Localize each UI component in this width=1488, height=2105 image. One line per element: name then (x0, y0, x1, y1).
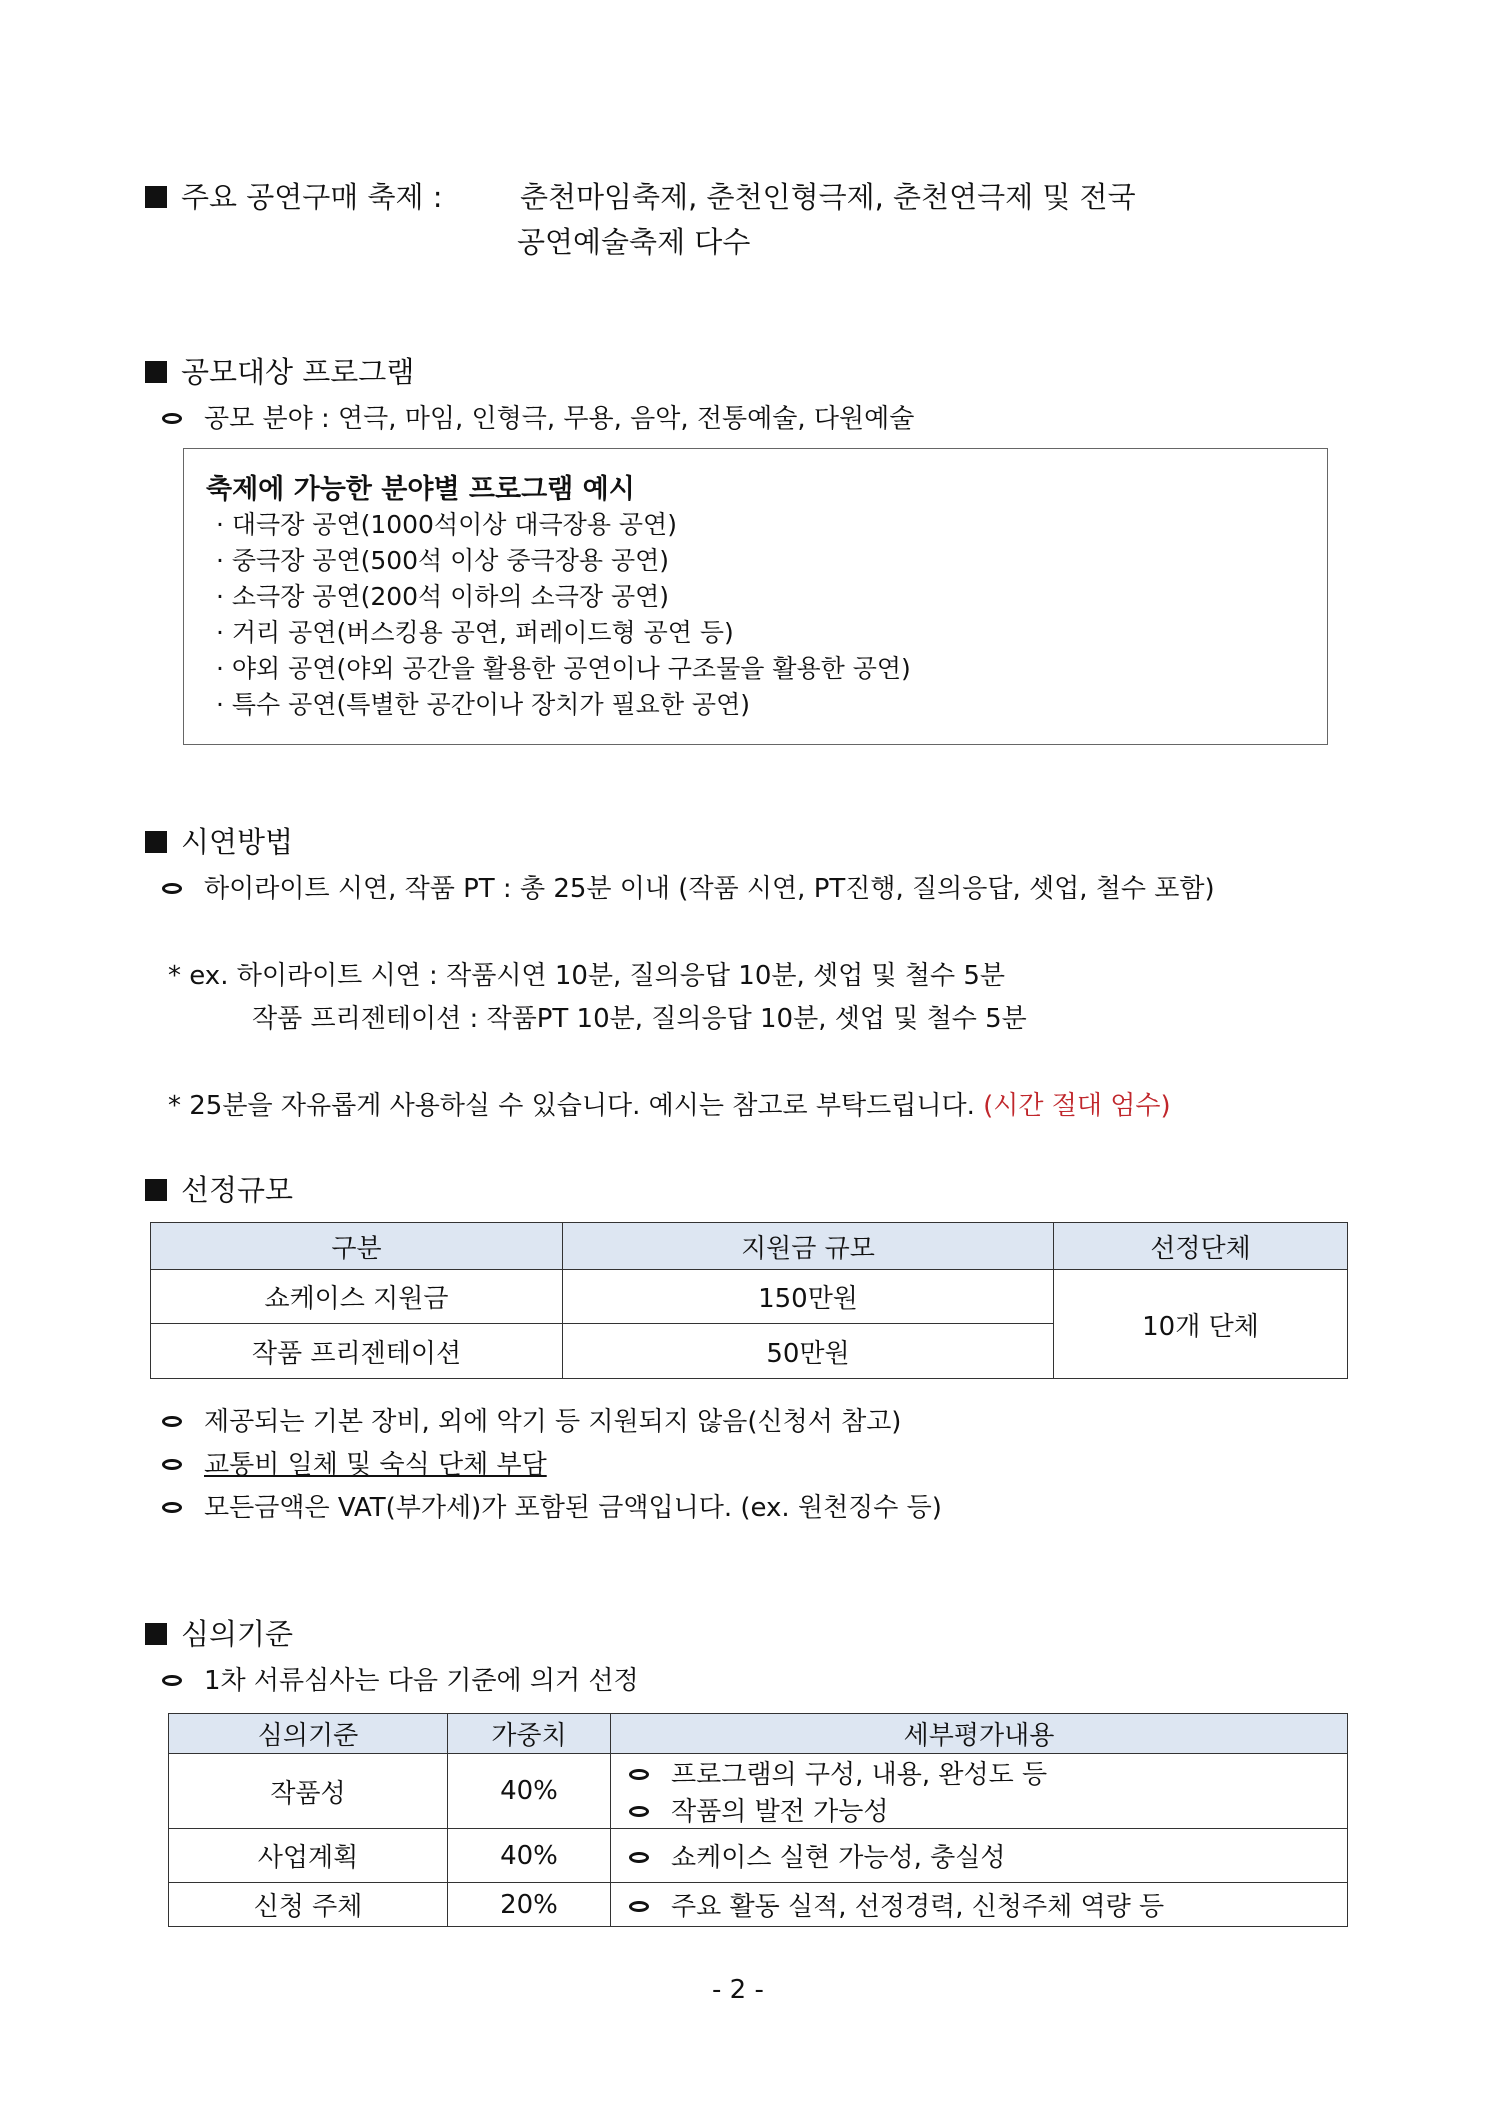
circle-bullet-icon (629, 1901, 649, 1912)
example-item: · 소극장 공연(200석 이하의 소극장 공연) (216, 582, 670, 611)
criteria-details (611, 1754, 1348, 1829)
square-bullet-icon (145, 186, 167, 208)
col-header: 심의기준 (169, 1714, 448, 1754)
example-item: · 대극장 공연(1000석이상 대극장용 공연) (216, 510, 677, 539)
circle-bullet-icon (162, 1416, 182, 1427)
groups-cell: 10개 단체 (1054, 1270, 1348, 1379)
criteria-name: 신청 주체 (169, 1883, 448, 1927)
criteria-weight: 40% (448, 1754, 611, 1829)
page-number: - 2 - (712, 1975, 764, 2005)
program-field: 공모 분야 : 연극, 마임, 인형극, 무용, 음악, 전통예술, 다원예술 (162, 398, 914, 435)
amount-cell: 150만원 (563, 1270, 1054, 1324)
detail-item: 프로그램의 구성, 내용, 완성도 등 (629, 1754, 1347, 1791)
program-examples-box (183, 448, 1328, 745)
table-row (151, 1270, 1348, 1324)
circle-bullet-icon (162, 883, 182, 894)
example-item: · 야외 공연(야외 공간을 활용한 공연이나 구조물을 활용한 공연) (216, 654, 911, 683)
selection-note: 제공되는 기본 장비, 외에 악기 등 지원되지 않음(신청서 참고) (162, 1401, 901, 1438)
selection-note: 모든금액은 VAT(부가세)가 포함된 금액입니다. (ex. 원천징수 등) (162, 1487, 942, 1524)
circle-bullet-icon (629, 1806, 649, 1817)
criteria-details: 쇼케이스 실현 가능성, 충실성 (611, 1829, 1348, 1883)
circle-bullet-icon (162, 1502, 182, 1513)
square-bullet-icon (145, 361, 167, 383)
circle-bullet-icon (629, 1852, 649, 1863)
criteria-heading: 심의기준 (145, 1612, 293, 1653)
criteria-weight: 20% (448, 1883, 611, 1927)
festival-heading: 주요 공연구매 축제 : (145, 175, 443, 216)
col-header: 지원금 규모 (563, 1223, 1054, 1270)
table-row (169, 1754, 1348, 1829)
time-warning: (시간 절대 엄수) (983, 1091, 1171, 1121)
criteria-name: 작품성 (169, 1754, 448, 1829)
col-header: 가중치 (448, 1714, 611, 1754)
square-bullet-icon (145, 1179, 167, 1201)
festival-line2: 공연예술축제 다수 (517, 225, 751, 259)
criteria-table (168, 1713, 1348, 1927)
detail-item: 작품의 발전 가능성 (629, 1791, 1347, 1828)
method-ex1: * ex. 하이라이트 시연 : 작품시연 10분, 질의응답 10분, 셋업 및 철수 5분 (168, 961, 1006, 991)
method-ex2: 작품 프리젠테이션 : 작품PT 10분, 질의응답 10분, 셋업 및 철수 5분 (252, 1004, 1027, 1034)
criteria-name: 사업계획 (169, 1829, 448, 1883)
circle-bullet-icon (629, 1769, 649, 1780)
col-header: 구분 (151, 1223, 563, 1270)
table-row (169, 1883, 1348, 1927)
method-heading: 시연방법 (145, 820, 293, 861)
circle-bullet-icon (162, 1459, 182, 1470)
criteria-details: 주요 활동 실적, 선정경력, 신청주체 역량 등 (611, 1883, 1348, 1927)
circle-bullet-icon (162, 413, 182, 424)
example-item: · 중극장 공연(500석 이상 중극장용 공연) (216, 546, 670, 575)
box-title: 축제에 가능한 분야별 프로그램 예시 (206, 474, 635, 505)
method-main: 하이라이트 시연, 작품 PT : 총 25분 이내 (작품 시연, PT진행, 질의응답, 셋업, 철수 포함) (162, 868, 1215, 905)
category-cell: 작품 프리젠테이션 (151, 1324, 563, 1379)
circle-bullet-icon (162, 1675, 182, 1686)
square-bullet-icon (145, 1623, 167, 1645)
amount-cell: 50만원 (563, 1324, 1054, 1379)
program-heading: 공모대상 프로그램 (145, 350, 414, 391)
col-header: 선정단체 (1054, 1223, 1348, 1270)
example-item: · 거리 공연(버스킹용 공연, 퍼레이드형 공연 등) (216, 618, 734, 647)
square-bullet-icon (145, 831, 167, 853)
selection-heading: 선정규모 (145, 1168, 293, 1209)
col-header: 세부평가내용 (611, 1714, 1348, 1754)
table-row (169, 1829, 1348, 1883)
method-note: * 25분을 자유롭게 사용하실 수 있습니다. 예시는 참고로 부탁드립니다. (시간 절대 엄수) (168, 1091, 1171, 1121)
selection-note: 교통비 일체 및 숙식 단체 부담 (162, 1444, 547, 1481)
category-cell: 쇼케이스 지원금 (151, 1270, 563, 1324)
festival-line1: 춘천마임축제, 춘천인형극제, 춘천연극제 및 전국 (520, 180, 1136, 214)
criteria-weight: 40% (448, 1829, 611, 1883)
example-item: · 특수 공연(특별한 공간이나 장치가 필요한 공연) (216, 690, 750, 719)
criteria-intro: 1차 서류심사는 다음 기준에 의거 선정 (162, 1660, 639, 1697)
selection-table (150, 1222, 1348, 1379)
